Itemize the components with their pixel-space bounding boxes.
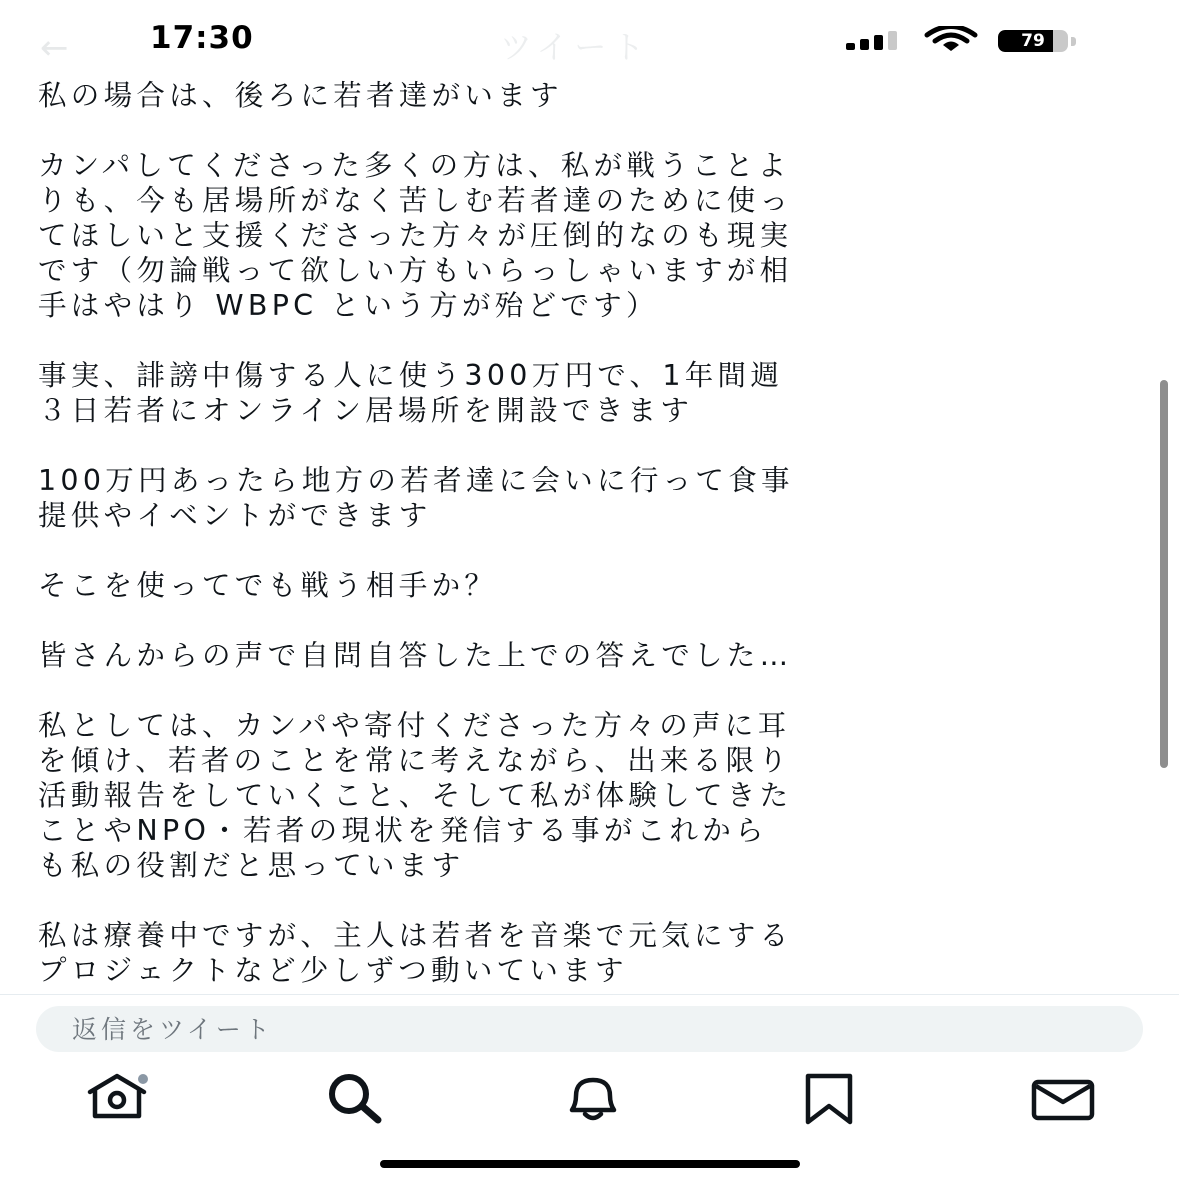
tweet-paragraph: そこを使ってでも戦う相手か？ <box>38 569 498 602</box>
tab-messages[interactable] <box>1028 1070 1098 1126</box>
divider <box>0 994 1179 995</box>
reply-input[interactable] <box>72 1006 1112 1052</box>
bookmark-icon <box>794 1070 864 1126</box>
home-icon <box>82 1070 152 1126</box>
tweet-paragraph: 私は療養中ですが、主人は若者を音楽で元気にする プロジェクトなど少しずつ動いています <box>38 919 793 987</box>
tweet-text <box>38 78 1138 1023</box>
battery-indicator <box>998 30 1082 52</box>
status-clock: 17:30 <box>150 20 254 56</box>
wifi-icon <box>924 26 978 52</box>
tweet-paragraph: カンパしてくださった多くの方は、私が戦うことよ りも、今も居場所がなく苦しむ若者達のために使っ てほしいと支援くださった方々が圧倒的なのも現実 です（勿論戦って欲しい方もいらっしゃいますが相 手はやはり WBPC という方が殆どです） <box>38 149 793 322</box>
notification-dot <box>138 1074 148 1084</box>
battery-level-text: 79 <box>1021 31 1045 51</box>
tab-home[interactable] <box>82 1070 152 1126</box>
scrollbar-thumb[interactable] <box>1160 380 1168 768</box>
notifications-bell-icon <box>558 1070 628 1126</box>
screen-title: ツイート <box>500 28 651 66</box>
back-arrow-icon[interactable]: ← <box>40 28 69 68</box>
tweet-paragraph: 皆さんからの声で自問自答した上での答えでした… <box>38 639 793 672</box>
tab-bookmarks[interactable] <box>794 1070 864 1126</box>
tab-notifications[interactable] <box>558 1070 628 1126</box>
tweet-paragraph: 100万円あったら地方の若者達に会いに行って食事 提供やイベントができます <box>38 464 794 532</box>
battery-cap <box>1071 37 1076 46</box>
search-icon <box>318 1070 388 1126</box>
tweet-paragraph: 事実、誹謗中傷する人に使う300万円で、1年間週 ３日若者にオンライン居場所を開設できます <box>38 359 784 427</box>
battery-body <box>998 30 1068 52</box>
home-indicator[interactable] <box>380 1160 800 1168</box>
tweet-paragraph: 私の場合は、後ろに若者達がいます <box>38 79 563 112</box>
bottom-tab-bar <box>0 1070 1179 1130</box>
tweet-paragraph: 私としては、カンパや寄付くださった方々の声に耳 を傾け、若者のことを常に考えながら、出来る限り 活動報告をしていくこと、そして私が体験してきた ことやNPO・若者の現状を発信する事がこれから も私の役割だと思っています <box>38 709 793 882</box>
cellular-signal-icon <box>846 30 906 50</box>
reply-box[interactable] <box>36 1006 1143 1052</box>
tab-search[interactable] <box>318 1070 388 1126</box>
messages-envelope-icon <box>1028 1070 1098 1126</box>
status-bar <box>0 0 1179 80</box>
